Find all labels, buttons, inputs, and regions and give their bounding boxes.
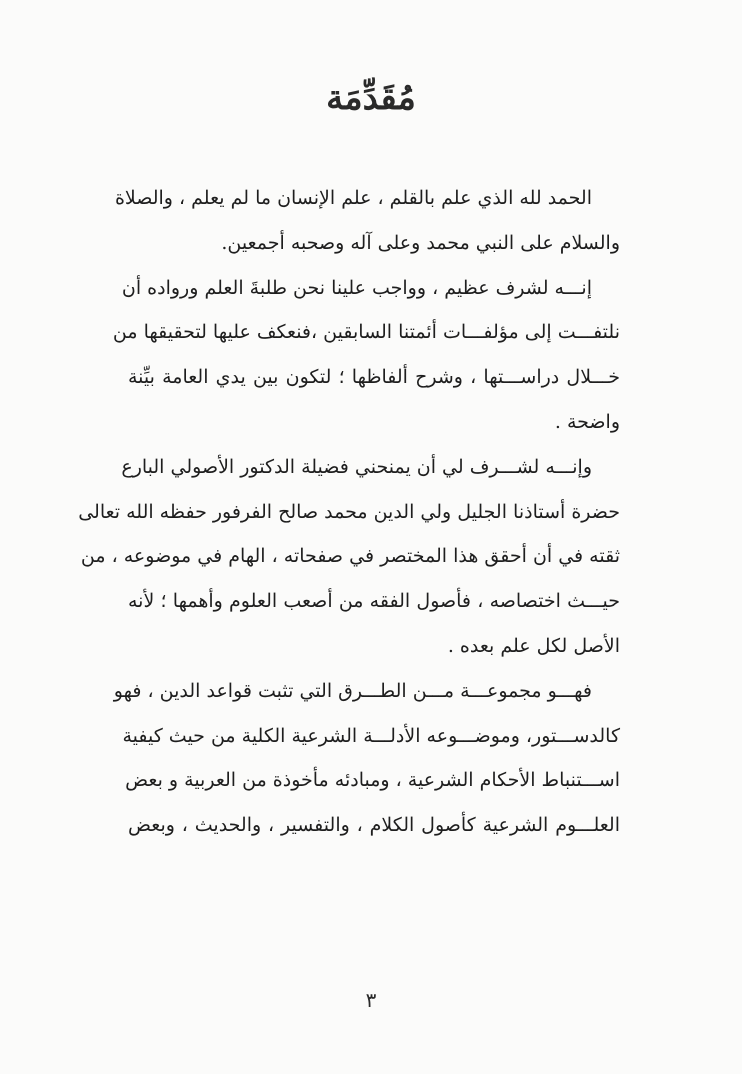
text-line: وإنـــه لشـــرف لي أن يمنحني فضيلة الدكتور الأصولي البارع: [121, 455, 592, 478]
text-line: حضرة أستاذنا الجليل ولي الدين محمد صالح الفرفور حفظه الله تعالى: [78, 500, 620, 523]
text-line: الأصل لكل علم بعده .: [447, 634, 620, 657]
paragraph-3: [78, 445, 620, 669]
text-line: خـــلال دراســـتها ، وشرح ألفاظها ؛ لتكون بين يدي العامة بيِّنة: [128, 366, 620, 389]
text-line: فهـــو مجموعـــة مـــن الطـــرق التي تثبت قواعد الدين ، فهو: [113, 679, 592, 702]
text-line: العلـــوم الشرعية كأصول الكلام ، والتفسير ، والحديث ، وبعض: [128, 814, 620, 837]
text-line: إنـــه لشرف عظيم ، وواجب علينا نحن طلبةَ العلم ورواده أن: [121, 276, 592, 299]
text-line: نلتفـــت إلى مؤلفـــات أئمتنا السابقين ،فنعكف عليها لتحقيقها من: [112, 321, 620, 344]
text-line: اســـتنباط الأحكام الشرعية ، ومبادئه مأخوذة من العربية و بعض: [125, 769, 620, 792]
text-line: كالدســـتور، وموضـــوعه الأدلـــة الشرعية الكلية من حيث كيفية: [122, 724, 620, 747]
paragraph-2: [112, 266, 620, 445]
paragraph-4: [113, 669, 620, 848]
text-line: والسلام على النبي محمد وعلى آله وصحبه أجمعين.: [221, 231, 620, 254]
text-line: واضحة .: [554, 410, 620, 433]
page-number: ٣: [365, 988, 377, 1012]
page-title: مُقَدِّمَة: [326, 78, 416, 118]
text-line: الحمد لله الذي علم بالقلم ، علم الإنسان ما لم يعلم ، والصلاة: [114, 187, 592, 209]
paragraph-1: [114, 176, 620, 266]
text-line: حيـــث اختصاصه ، فأصول الفقه من أصعب العلوم وأهمها ؛ لأنه: [128, 590, 620, 613]
text-line: ثقته في أن أحقق هذا المختصر في صفحاته ، الهام في موضوعه ، من: [80, 545, 620, 568]
body-text: [78, 176, 620, 848]
